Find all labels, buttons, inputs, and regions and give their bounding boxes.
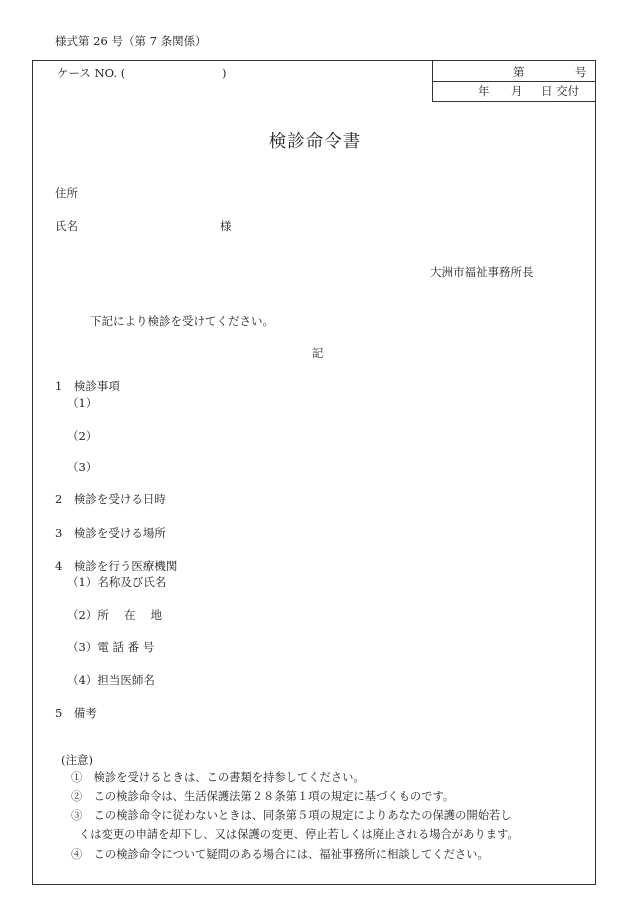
honorific: 様 (220, 219, 232, 233)
note-3: ③ この検診命令に従わないときは、同条第５項の規定によりあなたの保護の開始若し (71, 809, 512, 822)
item-2: 2 検診を受ける日時 (55, 492, 166, 506)
note-2: ② この検診命令は、生活保護法第２８条第１項の規定に基づくものです。 (71, 790, 455, 803)
notes-heading: (注意) (61, 753, 93, 767)
form-number: 様式第 26 号（第 7 条関係） (55, 34, 207, 48)
item-1: 1 検診事項 (55, 379, 120, 393)
item-5: 5 備考 (55, 706, 97, 720)
item-3: 3 検診を受ける場所 (55, 526, 166, 540)
note-4: ④ この検診命令について疑問のある場合には、福祉事務所に相談してください。 (71, 848, 489, 861)
item-1-sub-3: （3） (67, 460, 98, 474)
intro-text: 下記により検診を受けてください。 (90, 314, 274, 328)
item-4-sub-3: （3）電 話 番 号 (67, 640, 155, 654)
item-4-sub-4: （4）担当医師名 (67, 673, 155, 687)
document-title: 検診命令書 (268, 132, 362, 152)
issue-box-divider (432, 81, 596, 82)
issue-no-prefix: 第 (513, 65, 525, 79)
item-4: 4 検診を行う医療機関 (55, 559, 178, 573)
form-frame (32, 60, 596, 885)
address-label: 住所 (55, 186, 78, 200)
item-1-sub-2: （2） (67, 429, 98, 443)
issue-no-suffix: 号 (575, 65, 587, 79)
issuer: 大洲市福祉事務所長 (430, 265, 534, 279)
item-4-sub-2: （2）所 在 地 (67, 608, 163, 622)
item-1-sub-1: （1） (67, 396, 98, 410)
note-1: ① 検診を受けるときは、この書類を持参してください。 (71, 771, 365, 784)
case-no-label: ケース NO. ( (57, 66, 126, 80)
item-4-sub-1: （1）名称及び氏名 (67, 575, 167, 589)
issue-year: 年 (478, 84, 490, 98)
case-no-close: ) (222, 66, 227, 80)
ki-heading: 記 (312, 346, 324, 360)
issue-day-issued: 日 交付 (541, 84, 580, 98)
issue-month: 月 (511, 84, 523, 98)
name-label: 氏名 (55, 219, 78, 233)
note-3-continued: くは変更の申請を却下し、又は保護の変更、停止若しくは廃止される場合があります。 (79, 828, 519, 841)
